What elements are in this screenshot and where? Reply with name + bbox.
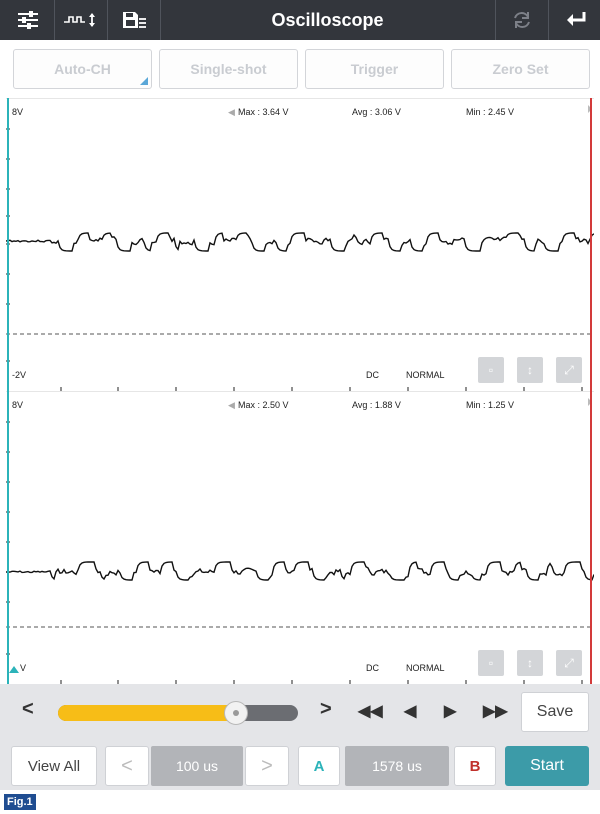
time-slider-fill [58,705,236,721]
rewind-icon[interactable]: ◀◀ [358,703,383,720]
expand-icon: ⤢ [564,362,574,377]
square-icon: ▫ [488,656,494,670]
top-bar [0,0,600,40]
channel-1-mode: NORMAL [406,370,445,380]
channel-1-min: Min : 2.45 V [466,107,515,117]
channel-2-scale-button[interactable] [517,650,543,676]
zero-set-label: Zero Set [492,61,549,77]
figure-tag: Fig.1 [4,794,36,810]
trigger-label: Trigger [350,61,399,77]
single-shot-label: Single-shot [190,61,267,77]
channel-2-fullscreen-button[interactable] [556,650,582,676]
knob-dot-icon [233,710,239,716]
channel-2-waveform [6,562,594,580]
channel-2-ticks [6,422,582,685]
save-button[interactable]: Save [521,692,589,732]
channel-2-mode: NORMAL [406,663,445,673]
time-slider-knob[interactable] [224,701,248,725]
channel-1-coupling: DC [366,370,379,380]
channel-1-panel[interactable] [6,98,594,391]
channel-2-toggle-button[interactable] [478,650,504,676]
vertical-arrows-icon: ↕ [527,656,533,670]
expand-icon: ⤢ [564,655,574,670]
fast-forward-icon[interactable]: ▶▶ [483,703,508,720]
cursor-b-line[interactable] [590,98,592,684]
channel-2-top-label: 8V [12,400,24,410]
channel-1-ticks [6,129,582,392]
channel-2-panel[interactable] [6,391,594,684]
vertical-arrows-icon: ↕ [527,363,533,377]
dropdown-corner-icon [140,77,148,85]
channel-2-ground-marker [9,666,19,673]
waveform-trigger-icon[interactable] [55,0,107,40]
channel-2-graph [6,392,594,685]
channel-2-coupling: DC [366,663,379,673]
zero-set-button[interactable] [451,49,590,89]
channel-1-toggle-button[interactable] [478,357,504,383]
timebase-value: 100 us [151,746,243,786]
slider-next-button[interactable]: > [320,698,332,720]
cursor-a-button[interactable]: A [298,746,340,786]
channel-1-top-label: 8V [12,107,24,117]
channel-1-graph [6,99,594,392]
trigger-button[interactable] [305,49,444,89]
channel-1-avg: Avg : 3.06 V [352,107,401,117]
channel-1-bottom-label: -2V [12,370,27,380]
channel-1-fullscreen-button[interactable] [556,357,582,383]
square-icon: ▫ [488,363,494,377]
channel-2-avg: Avg : 1.88 V [352,400,401,410]
channel-1-scale-button[interactable] [517,357,543,383]
mode-toolbar [0,40,600,98]
slider-prev-button[interactable]: < [22,698,34,720]
save-file-list-icon[interactable] [108,0,160,40]
single-shot-button[interactable] [159,49,298,89]
auto-ch-button[interactable] [13,49,152,89]
channel-1-waveform [6,233,594,251]
time-slider-row [0,684,600,740]
cursor-b-button[interactable]: B [454,746,496,786]
sliders-icon[interactable] [2,0,54,40]
timebase-increase-button[interactable]: > [245,746,289,786]
channel-2-min: Min : 1.25 V [466,400,515,410]
channel-2-max: Max : 2.50 V [238,400,289,410]
channel-1-left-marker-icon: ◀ [228,107,235,117]
view-all-button[interactable]: View All [11,746,97,786]
step-back-icon[interactable]: ◀ [404,703,417,720]
time-slider-track[interactable] [58,705,298,721]
start-button[interactable]: Start [505,746,589,786]
cursor-delta-value: 1578 us [345,746,449,786]
cursor-a-line[interactable] [7,98,9,684]
channel-1-max: Max : 3.64 V [238,107,289,117]
page-title: Oscilloscope [271,10,384,30]
back-arrow-icon[interactable] [549,0,600,40]
channel-2-bottom-label: V [20,663,27,673]
channel-2-left-marker-icon: ◀ [228,400,235,410]
auto-ch-label: Auto-CH [54,61,111,77]
step-forward-icon[interactable]: ▶ [444,703,457,720]
timebase-decrease-button[interactable]: < [105,746,149,786]
refresh-icon[interactable] [496,0,548,40]
